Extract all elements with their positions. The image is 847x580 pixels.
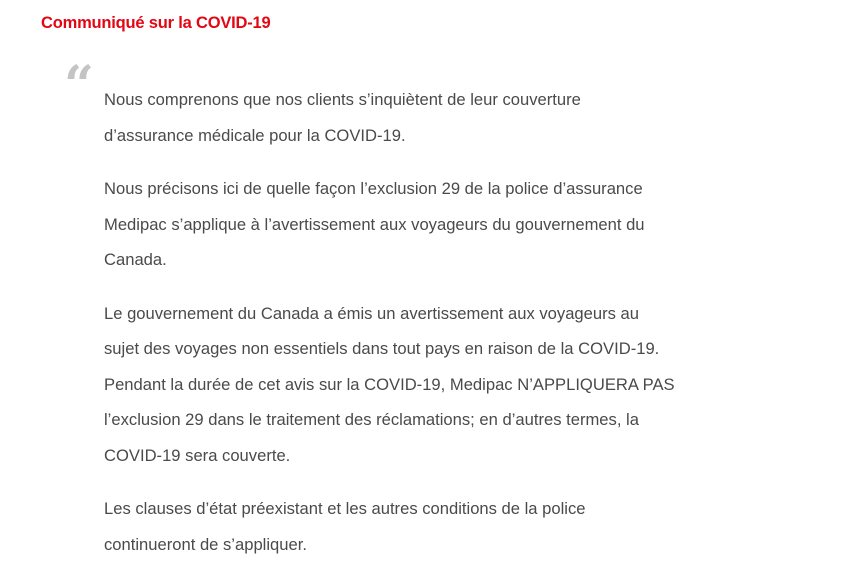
paragraph-line: Nous précisons ici de quelle façon l’exclusion 29 de la police d’assurance [104,179,643,198]
paragraph [104,171,824,278]
quote-body [104,82,824,580]
paragraph-line: Les clauses d’état préexistant et les autres conditions de la police [104,499,586,518]
paragraph-line: continueront de s’appliquer. [104,534,307,554]
paragraph-line: sujet des voyages non essentiels dans tout pays en raison de la COVID-19. [104,339,660,358]
paragraph-line: COVID-19 sera couverte. [104,445,291,465]
paragraph [104,491,824,562]
paragraph-line: Le gouvernement du Canada a émis un avertissement aux voyageurs au [104,303,640,323]
paragraph-line: Canada. [104,250,167,269]
paragraph-line: Pendant la durée de cet avis sur la COVID-19, Medipac N’APPLIQUERA PAS [104,374,675,394]
paragraph-line: l’exclusion 29 dans le traitement des réclamations; en d’autres termes, la [104,410,639,429]
paragraph [104,296,824,474]
page-title: Communiqué sur la COVID-19 [41,14,271,32]
paragraph-line: Medipac s’applique à l’avertissement aux voyageurs du gouvernement du [104,214,645,234]
paragraph-line: d’assurance médicale pour la COVID-19. [104,125,406,145]
quote-mark-icon: “ [64,55,88,116]
paragraph [104,82,824,153]
paragraph-line: Nous comprenons que nos clients s’inquiètent de leur couverture [104,90,581,109]
